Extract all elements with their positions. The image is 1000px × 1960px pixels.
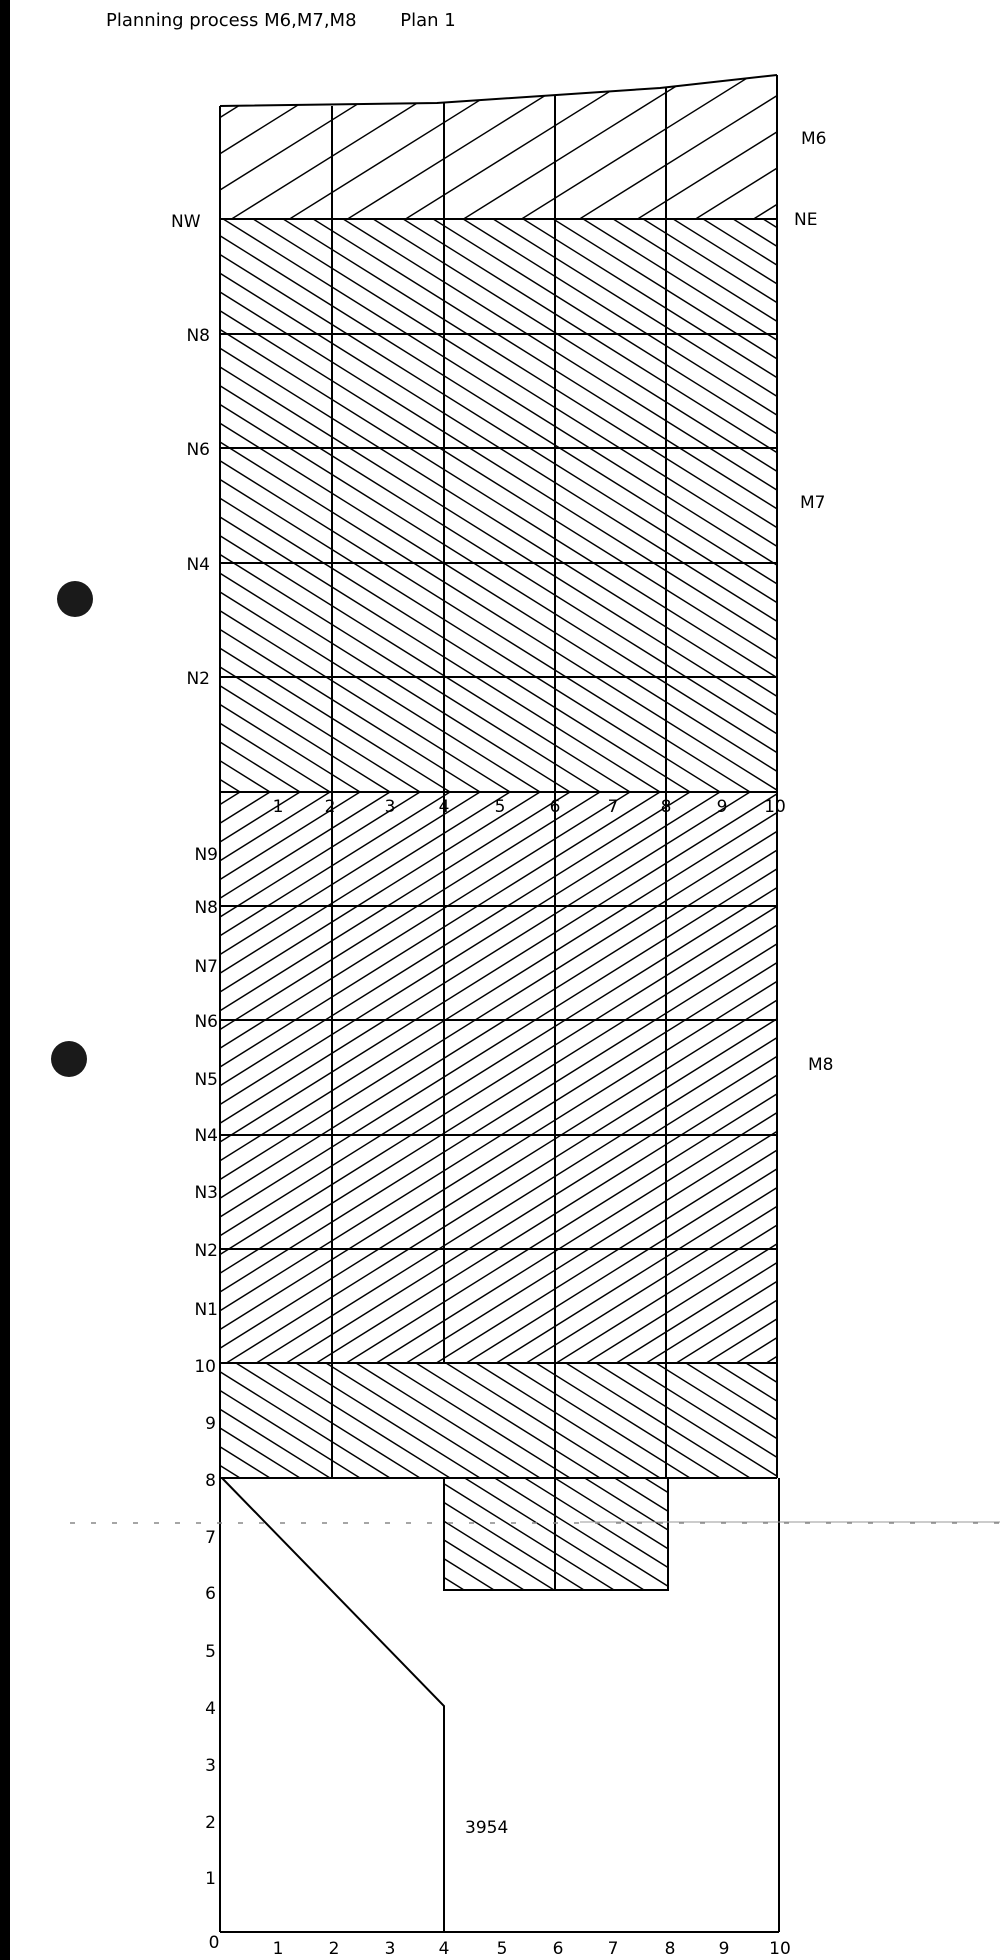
hatch-line [373, 219, 1000, 792]
hatch-line [416, 1363, 600, 1478]
hatch-line [0, 219, 570, 792]
row-label-lower: 9 [205, 1414, 216, 1434]
hatch-line [174, 70, 412, 219]
row-label-lower: 1 [205, 1869, 216, 1889]
hatch-line [266, 1363, 450, 1478]
hatch-line [0, 219, 210, 792]
hatch-line [896, 1363, 1000, 1478]
hatch-line [916, 792, 1000, 1363]
hatch-line [206, 1363, 390, 1478]
hatch-line [433, 219, 1000, 792]
hatch-line [776, 1363, 960, 1478]
bottom-column-label: 2 [328, 1939, 340, 1959]
hatch-line [315, 1478, 494, 1590]
row-label-lower: 3 [205, 1756, 216, 1776]
hatch-line [976, 792, 1000, 1363]
origin-label: 0 [208, 1933, 220, 1953]
hatch-line [496, 792, 1000, 1363]
hatch-line [522, 70, 760, 219]
process-title: Planning process M6,M7,M8 [106, 10, 357, 31]
hatch-line [746, 1363, 930, 1478]
hatch-line [495, 1478, 674, 1590]
hatch-line [583, 219, 1000, 792]
hatch-line [0, 792, 300, 1363]
hatch-line [0, 792, 210, 1363]
hatch-line [405, 1478, 584, 1590]
hatch-line [766, 792, 1000, 1363]
hatch-line [586, 792, 1000, 1363]
mid-column-label: 8 [660, 797, 672, 817]
hatch-line [0, 219, 420, 792]
hatch-line [345, 1478, 524, 1590]
hatch-line [256, 792, 1000, 1363]
hatch-line [0, 219, 360, 792]
mid-column-label: 3 [384, 797, 396, 817]
hatch-line [446, 1363, 630, 1478]
row-label-m8: N8 [194, 898, 218, 918]
row-label-m7: N8 [186, 326, 210, 346]
row-label-m8: N9 [194, 845, 218, 865]
hatch-line [86, 1363, 270, 1478]
hatch-line [926, 1363, 1000, 1478]
hatch-line [765, 1478, 944, 1590]
hatch-line [0, 792, 750, 1363]
row-label-lower: 7 [205, 1528, 216, 1548]
hatch-line [754, 70, 992, 219]
zone-label-m8: M8 [808, 1055, 834, 1075]
mid-column-label: 5 [494, 797, 506, 817]
hatch-line [826, 792, 1000, 1363]
hatch-line [566, 1363, 750, 1478]
hatch-line [0, 792, 600, 1363]
hatch-line [436, 792, 1000, 1363]
hatch-line [476, 1363, 660, 1478]
bottom-column-label: 5 [496, 1939, 508, 1959]
hatch-line [795, 1478, 974, 1590]
hatch-line [386, 1363, 570, 1478]
hatch-line [646, 792, 1000, 1363]
boundary-3954-diagonal [222, 1478, 444, 1932]
hatch-line [435, 1478, 614, 1590]
zone-m7-hatching [0, 219, 1000, 792]
mid-column-label: 7 [607, 797, 619, 817]
hatch-line [133, 219, 1000, 792]
hatch-line [0, 792, 630, 1363]
mid-column-label: 4 [438, 797, 450, 817]
hatch-line [656, 1363, 840, 1478]
row-label-m7: N6 [186, 440, 210, 460]
hatch-line [0, 219, 750, 792]
row-label-lower: 6 [205, 1584, 216, 1604]
hatch-line [703, 219, 1000, 792]
zone-label-m7: M7 [800, 493, 826, 513]
hatch-line [506, 1363, 690, 1478]
hatch-line [796, 792, 1000, 1363]
hatch-line [986, 70, 1000, 219]
hatch-line [675, 1478, 854, 1590]
hatch-line [823, 219, 1000, 792]
row-label-lower: 8 [205, 1471, 216, 1491]
hatch-line [866, 1363, 1000, 1478]
hatch-line [626, 1363, 810, 1478]
hatch-line [253, 219, 1000, 792]
hatch-line [673, 219, 1000, 792]
hatch-line [946, 792, 1000, 1363]
hatch-line [0, 219, 330, 792]
hatch-line [580, 70, 818, 219]
hatch-line [16, 792, 930, 1363]
mid-column-label: 10 [764, 797, 786, 817]
hatch-line [0, 792, 270, 1363]
hatch-line [733, 219, 1000, 792]
hatch-line [928, 70, 1000, 219]
hatch-line [232, 70, 470, 219]
hatch-line [0, 219, 180, 792]
hatch-line [493, 219, 1000, 792]
hatch-line [236, 1363, 420, 1478]
hatch-line [705, 1478, 884, 1590]
hatch-line [0, 792, 360, 1363]
hatch-line [0, 219, 630, 792]
hatch-line [13, 219, 930, 792]
hatch-line [883, 219, 1000, 792]
hatch-line [0, 219, 870, 792]
hatch-line [0, 792, 540, 1363]
hatch-line [0, 792, 330, 1363]
corner-label-ne: NE [794, 210, 818, 230]
mid-column-label: 9 [716, 797, 728, 817]
row-label-m8: N2 [194, 1241, 218, 1261]
hatch-line [536, 1363, 720, 1478]
hatch-line [0, 1363, 180, 1478]
bottom-column-label: 10 [769, 1939, 791, 1959]
hatch-line [986, 1363, 1000, 1478]
hatch-line [913, 219, 1000, 792]
hatch-line [855, 1478, 1000, 1590]
row-label-m8: N6 [194, 1012, 218, 1032]
mid-column-label: 2 [324, 797, 336, 817]
zone-label-m6: M6 [801, 129, 827, 149]
row-label-lower: 2 [205, 1813, 216, 1833]
hatch-line [812, 70, 1000, 219]
hatch-line [735, 1478, 914, 1590]
lower-tab-hatching [225, 1478, 1000, 1590]
bottom-column-label: 8 [664, 1939, 676, 1959]
bottom-column-label: 3 [384, 1939, 396, 1959]
hatch-line [290, 70, 528, 219]
hatch-line [956, 1363, 1000, 1478]
hatch-line [313, 219, 1000, 792]
hatch-line [676, 792, 1000, 1363]
bottom-column-label: 7 [607, 1939, 619, 1959]
m6-top-boundary [220, 75, 777, 106]
hatch-line [638, 70, 876, 219]
hatch-line [525, 1478, 704, 1590]
hatch-line [0, 219, 300, 792]
hatch-line [0, 219, 240, 792]
hatch-line [645, 1478, 824, 1590]
hatch-line [285, 1478, 464, 1590]
hatch-line [375, 1478, 554, 1590]
mid-column-label: 6 [549, 797, 561, 817]
hatch-line [0, 792, 690, 1363]
hatch-line [870, 70, 1000, 219]
parcel-number-label: 3954 [465, 1818, 509, 1838]
hatch-line [0, 219, 690, 792]
row-label-m8: N1 [194, 1300, 218, 1320]
row-label-m7: N4 [186, 555, 210, 575]
hatch-line [348, 70, 586, 219]
hatch-line [146, 1363, 330, 1478]
hatch-line [736, 792, 1000, 1363]
hatch-line [0, 219, 270, 792]
hatch-line [596, 1363, 780, 1478]
row-label-lower: 4 [205, 1699, 216, 1719]
hatch-line [706, 792, 1000, 1363]
hatch-line [316, 792, 1000, 1363]
hatch-line [886, 792, 1000, 1363]
hatch-line [825, 1478, 1000, 1590]
lower-block-hatching [0, 1363, 1000, 1478]
hatch-line [973, 219, 1000, 792]
hatch-line [0, 70, 180, 219]
hatch-line [0, 792, 810, 1363]
hatch-line [856, 792, 1000, 1363]
hatch-line [0, 792, 660, 1363]
hatch-line [73, 219, 990, 792]
row-label-m8: N4 [194, 1126, 218, 1146]
hatch-line [763, 219, 1000, 792]
hatch-line [0, 792, 180, 1363]
hatch-line [193, 219, 1000, 792]
hatch-line [615, 1478, 794, 1590]
hatch-line [853, 219, 1000, 792]
hatch-line [196, 792, 1000, 1363]
hatch-line [555, 1478, 734, 1590]
hatch-line [326, 1363, 510, 1478]
hatch-line [58, 70, 296, 219]
hatch-line [943, 219, 1000, 792]
hatch-line [585, 1478, 764, 1590]
hatch-line [116, 70, 354, 219]
hatch-line [885, 1478, 1000, 1590]
row-label-lower: 5 [205, 1642, 216, 1662]
row-label-m8: N3 [194, 1183, 218, 1203]
hatch-line [136, 792, 1000, 1363]
zone-m6-hatching [0, 70, 1000, 219]
hatch-line [0, 792, 900, 1363]
hatch-line [26, 1363, 210, 1478]
hatch-line [0, 792, 480, 1363]
hatch-line [0, 219, 810, 792]
hatch-line [836, 1363, 1000, 1478]
hatch-line [356, 1363, 540, 1478]
mid-column-label: 1 [272, 797, 284, 817]
hatch-line [376, 792, 1000, 1363]
plan-title: Plan 1 [400, 10, 456, 31]
hatch-line [806, 1363, 990, 1478]
row-label-m7: N2 [186, 669, 210, 689]
bottom-column-label: 9 [718, 1939, 730, 1959]
hatch-line [46, 792, 960, 1363]
hatch-line [0, 70, 238, 219]
hatch-line [0, 792, 870, 1363]
corner-label-nw: NW [171, 212, 201, 232]
hatch-line [716, 1363, 900, 1478]
bottom-column-label: 4 [438, 1939, 450, 1959]
row-label-m8: N5 [194, 1070, 218, 1090]
row-label-lower: 10 [194, 1357, 216, 1377]
zone-m8-hatching [0, 792, 1000, 1363]
row-label-m8: N7 [194, 957, 218, 977]
bottom-column-label: 6 [552, 1939, 564, 1959]
hatch-line [296, 1363, 480, 1478]
hatch-line [255, 1478, 434, 1590]
bottom-column-label: 1 [272, 1939, 284, 1959]
diagram-labels [171, 129, 833, 1959]
